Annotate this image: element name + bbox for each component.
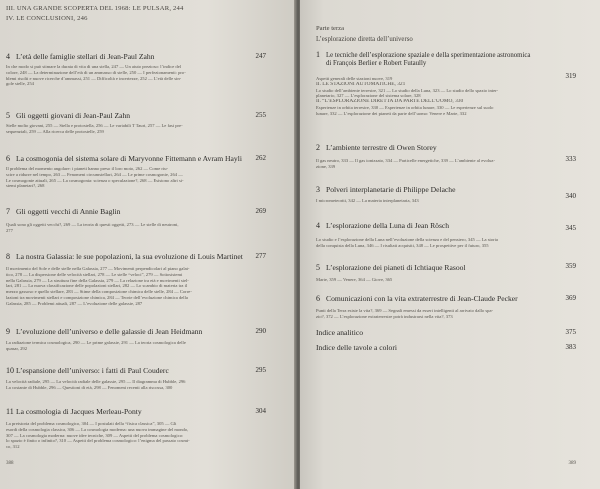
summary-line: 277 — [6, 227, 13, 233]
chapter-title: La cosmogonia del sistema solare di Maryvonne Fittemann e Avram Hayli — [16, 154, 242, 163]
chapter-number: 2 — [316, 143, 320, 152]
page-number: 269 — [255, 207, 266, 215]
summary-line: 307 — La cosmologia moderna: nuove idee tecniche, 309 — Aspetti del problema cosmologico: — [6, 432, 184, 438]
chapter-number: 4 — [6, 52, 10, 61]
chapter-summary-7 — [6, 222, 266, 234]
toc-entry-r3 — [316, 185, 455, 194]
chapter-summary-r2 — [316, 158, 574, 170]
summary-line: La velocità radiale, 295 — La velocità radiale delle galassie, 295 — Il diagramma di Hubble, 296 — [6, 379, 186, 384]
summary-line: Marte, 359 — Venere, 364 — Giove, 365 — [316, 277, 393, 282]
page-number: 383 — [565, 343, 576, 351]
chapter-number: 1 — [316, 50, 320, 59]
page-number: 345 — [565, 224, 576, 232]
left-page — [0, 0, 296, 489]
part-title: L’esplorazione diretta dell’universo — [316, 36, 413, 43]
page-number: 319 — [565, 72, 576, 80]
summary-line: I micrometeoriti, 342 — La materia interplanetaria, 343 — [316, 198, 419, 203]
chapter-title: L’esplorazione dei pianeti di Ichtiaque Rasool — [326, 263, 466, 272]
chapter-number: 10 — [6, 366, 14, 375]
chapter-number: 9 — [6, 327, 10, 336]
chapter-title: L’età delle famiglie stellari di Jean-Paul Zahn — [16, 52, 155, 61]
page-number: 369 — [565, 294, 576, 302]
chapter-summary-10 — [6, 379, 266, 391]
toc-entry-4 — [6, 52, 154, 61]
summary-line: Punti della Terra esiste la vita?, 369 — Segnali emessi da esseri intelligenti al arrivato dallo spa- — [316, 308, 494, 313]
toc-entry-6 — [6, 154, 242, 163]
summary-line: tico, 278 — La dispersione delle velocità stellari, 278 — Le stelle “veloci”, 279 — Sottosistemi — [6, 271, 183, 277]
page-number: 255 — [255, 111, 266, 119]
chapter-summary-r1 — [316, 76, 574, 117]
summary-line: mezzo gassoso e quello stellare, 283 — Stime della composizione chimica delle stelle, 284 — Corre- — [6, 289, 192, 295]
index-analitico-title: Indice analitico — [316, 328, 364, 337]
page-number: 290 — [255, 327, 266, 335]
summary-line: planetario, 327 — L’esplorazione del sistema solare, 328 — [316, 93, 421, 99]
toc-entry-5 — [6, 111, 130, 120]
summary-line: Le cosmogonie attuali, 265 — La cosmogonia: scienza o speculazione?, 268 — Esistono altri si- — [6, 177, 184, 183]
chapter-number: 11 — [6, 407, 14, 416]
summary-line: esordi della cosmologia classica, 306 — La cosmologia moderna: una nuova immagine del mondo, — [6, 426, 189, 432]
chapter-summary-11 — [6, 421, 268, 450]
toc-entry-8 — [6, 252, 243, 261]
chapter-title: Comunicazioni con la vita extraterrestre di Jean-Claude Pecker — [326, 294, 518, 303]
chapter-title: L’evoluzione dell’universo e delle galassie di Jean Heidmann — [16, 327, 203, 336]
toc-entry-r4 — [316, 221, 449, 230]
toc-entry-10 — [6, 366, 169, 375]
toc-entry-11 — [6, 407, 142, 416]
toc-entry-7 — [6, 207, 120, 216]
summary-line: II. “L’ESPLORAZIONE DIRETTA DA PARTE DELL’UOMO, 330 — [316, 99, 464, 105]
chapter-title: Le tecniche dell’esplorazione spaziale e della sperimentazione astronomica — [326, 52, 531, 59]
summary-line: II. LE STAZIONI AUTOMATICHE, 321 — [316, 81, 406, 87]
chapter-number: 7 — [6, 207, 10, 216]
chapter-title: La cosmologia di Jacques Merleau-Ponty — [16, 407, 142, 416]
page-number: 277 — [255, 252, 266, 260]
page-number: 247 — [255, 52, 266, 60]
chapter-title: L’ambiente terrestre di Owen Storey — [326, 143, 437, 152]
chapter-title: L’espansione dell’universo: i fatti di Paul Couderc — [16, 366, 169, 375]
chapter-title: La nostra Galassia: le sue popolazioni, la sua evoluzione di Louis Martinet — [16, 252, 243, 261]
summary-line: lunare, 332 — L’esplorazione dei pianeti da parte dell’uomo: Venere e Marte, 332 — [316, 110, 467, 116]
summary-line: blemi risolti e nuove ricerche d’ammassi, 251 — Difficoltà e incertezze, 252 — L’età delle sin- — [6, 75, 182, 81]
part-label: Parte terza — [316, 25, 345, 32]
summary-line: gole stelle, 254 — [6, 81, 34, 87]
toc-entry-9 — [6, 327, 202, 336]
top-line-1: III. UNA GRANDE SCOPERTA DEL 1968: LE PULSAR, 244 — [6, 5, 184, 12]
chapter-summary-8 — [6, 266, 270, 307]
chapter-title: L’esplorazione della Luna di Jean Rösch — [326, 221, 450, 230]
summary-line: La preistoria del problema cosmologico, 304 — I postulati della “fisica classica”, 305 — Gli — [6, 421, 177, 426]
chapter-title: Gli oggetti vecchi di Annie Baglin — [16, 207, 121, 216]
summary-line: nella Galassia, 279 — La struttura fine della Galassia, 279 — La relazione tra età e movimenti stel- — [6, 277, 189, 283]
summary-line: La radiazione termica cosmologica, 290 — Le prime galassie, 291 — La teoria cosmologica delle — [6, 340, 186, 345]
summary-line: della conquista della Luna, 346 — I risultati acquisiti, 348 — Le prospettive per il futuro, 355 — [316, 242, 489, 248]
summary-line: Galassia, 285 — Problemi attuali, 287 — L’evoluzione delle galassie, 287 — [6, 300, 143, 306]
summary-line: Il movimento del Sole e delle stelle nella Galassia, 277 — Movimenti perpendicolari al piano galat- — [6, 266, 190, 271]
summary-line: In che modo si può stimare la durata di vita di una stella, 247 — Un aiuto prezioso: l’indice del — [6, 64, 182, 69]
summary-line: quasar, 292 — [6, 345, 27, 351]
chapter-title-line2: di François Berlier e Robert Futaully — [326, 60, 427, 67]
summary-line: Il gas neutro, 333 — Il gas ionizzato, 334 — Particelle energetiche, 339 — L’ambiente al evoluz- — [316, 158, 495, 163]
toc-entry-r2 — [316, 143, 437, 152]
summary-line: scire a ridurre nel tempo, 263 — Fenomeni circumstellari, 264 — Le prime cosmogonie, 264 — — [6, 171, 183, 177]
page-number: 262 — [255, 154, 266, 162]
page-number: 304 — [255, 407, 266, 415]
top-line-2: IV. LE CONCLUSIONI, 246 — [6, 15, 88, 22]
summary-line: Aspetti generali delle stazioni nuove, 319 — [316, 76, 393, 81]
summary-line: zione, 339 — [316, 163, 336, 169]
chapter-number: 6 — [6, 154, 10, 163]
summary-line: zio?, 372 — L’esplorazione extraterrestre potrà industrarsi nella vita?, 373 — [316, 313, 453, 319]
chapter-summary-4 — [6, 64, 266, 87]
chapter-title: Gli oggetti giovani di Jean-Paul Zahn — [16, 111, 131, 120]
summary-line: Esperienze in orbita terrestre, 330 — Esperienze in orbita lunare, 330 — Le esperienze sul suolo — [316, 104, 494, 110]
summary-line: lazioni tra movimenti stellari e composizione chimica, 284 — Teorie dell’evoluzione chimica della — [6, 294, 188, 300]
summary-line: Il problema del momento angolare: i pianeti hanno preso il loro moto, 262 — Come riu- — [6, 166, 169, 171]
chapter-title: Polveri interplanetarie di Philippe Delache — [326, 185, 456, 194]
page-number: 359 — [565, 262, 576, 270]
chapter-summary-6 — [6, 166, 266, 189]
index-tavole-title: Indice delle tavole a colori — [316, 343, 397, 352]
chapter-summary-r4 — [316, 237, 574, 249]
chapter-summary-5 — [6, 123, 266, 135]
page-folio-left: 388 — [6, 461, 14, 466]
toc-entry-r6 — [316, 294, 518, 303]
page-number: 333 — [565, 155, 576, 163]
summary-line: La costante di Hubble, 296 — Questioni di età, 298 — Fenomeni recenti alla riscossa, 300 — [6, 384, 173, 390]
summary-line: Lo studio dell’ambiente terrestre, 321 — Lo studio della Luna, 323 — Lo studio dello spazio inter- — [316, 87, 499, 93]
summary-line: Stelle molto giovani, 255 — Stella e protostella, 256 — Le variabili T Tauri, 257 — Le fasi pre- — [6, 123, 183, 128]
summary-line: colore, 248 — La determinazione dell’età di un ammasso di stelle, 250 — I perfezionamenti: pro- — [6, 69, 186, 75]
summary-line: co, 312 — [6, 444, 20, 450]
chapter-summary-r5 — [316, 277, 574, 283]
chapter-number: 5 — [316, 263, 320, 272]
summary-line: lari, 281 — La nuova classificazione delle popolazioni stellari, 282 — Lo scambio di materia tra il — [6, 283, 188, 289]
chapter-summary-r3 — [316, 198, 574, 204]
chapter-number: 4 — [316, 221, 320, 230]
chapter-number: 5 — [6, 111, 10, 120]
page-number: 295 — [255, 366, 266, 374]
chapter-number: 6 — [316, 294, 320, 303]
chapter-number: 8 — [6, 252, 10, 261]
chapter-number: 3 — [316, 185, 320, 194]
page-number: 375 — [565, 328, 576, 336]
page-number: 340 — [565, 192, 576, 200]
chapter-summary-9 — [6, 340, 266, 352]
summary-line: stemi planetari?, 268 — [6, 183, 45, 189]
chapter-summary-r6 — [316, 308, 574, 320]
toc-entry-r5 — [316, 263, 466, 272]
summary-line: lo spazio è finito o infinito?, 310 — Aspetti del problema cosmologico: l’enigma del passato cosmi- — [6, 438, 190, 444]
summary-line: sequenziali, 259 — Alla ricerca delle protostelle, 259 — [6, 128, 104, 134]
summary-line: Quali sono gli oggetti vecchi?, 269 — La teoria di questi oggetti, 273 — Le stelle di neutroni, — [6, 222, 179, 227]
summary-line: Lo studio e l’esplorazione della Luna nell’evoluzione della scienza e del pensiero, 345 — La storia — [316, 237, 498, 242]
page-folio-right: 389 — [568, 461, 576, 466]
right-page — [300, 0, 600, 489]
toc-entry-r1 — [316, 50, 530, 59]
